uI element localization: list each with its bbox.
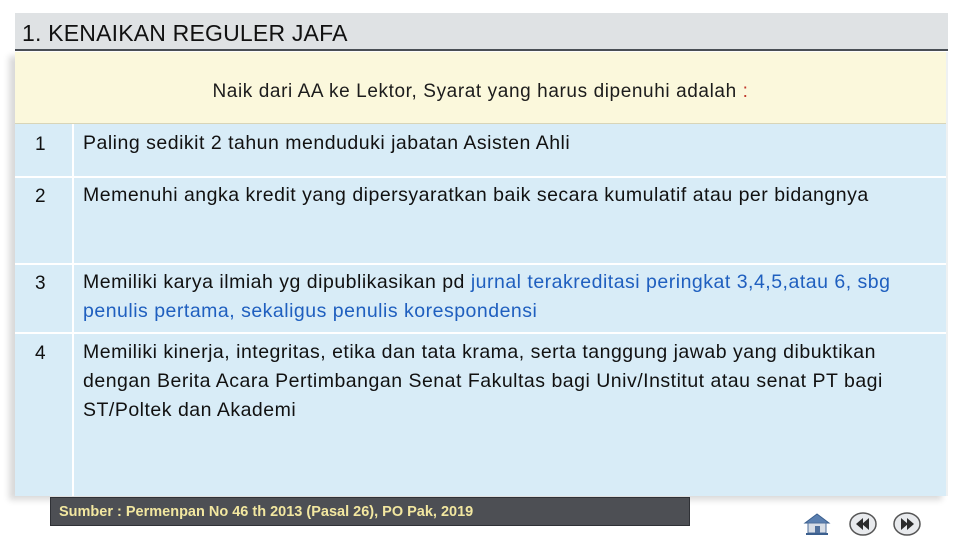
next-slide-button[interactable] xyxy=(892,511,922,537)
row-number: 4 xyxy=(35,343,46,364)
previous-icon xyxy=(848,511,878,537)
row-text: Memiliki kinerja, integritas, etika dan tata krama, serta tanggung jawab yang dibuktikan dengan Berita Acara Pertimbangan Senat Fakultas bagi Univ/Institut atau senat PT bagi ST/Poltek dan Akademi xyxy=(83,341,883,421)
table-row xyxy=(15,334,946,496)
home-icon xyxy=(802,511,832,537)
row-text: Paling sedikit 2 tahun menduduki jabatan Asisten Ahli xyxy=(83,132,571,154)
table-header xyxy=(15,52,946,124)
row-text-plain: Memiliki karya ilmiah yg dipublikasikan pd xyxy=(83,271,471,293)
table-row xyxy=(15,265,946,334)
row-number: 1 xyxy=(35,134,46,155)
table-row xyxy=(15,178,946,265)
table-header-label: Naik dari AA ke Lektor, Syarat yang harus dipenuhi adalah xyxy=(212,81,737,102)
next-icon xyxy=(892,511,922,537)
table-header-text xyxy=(15,81,946,103)
table-header-colon: : xyxy=(742,81,749,102)
source-citation-box xyxy=(50,497,690,526)
row-text xyxy=(83,268,923,326)
table-row xyxy=(15,124,946,178)
previous-slide-button[interactable] xyxy=(848,511,878,537)
home-button[interactable] xyxy=(802,511,832,537)
slide-title-bar xyxy=(15,13,948,51)
row-text-highlight: jurnal terakreditasi peringkat 3,4,5,atau 6, sbg penulis pertama, sekaligus penulis korespondensi xyxy=(83,271,891,322)
row-number: 2 xyxy=(35,186,46,207)
source-citation: Sumber : Permenpan No 46 th 2013 (Pasal 26), PO Pak, 2019 xyxy=(59,504,474,520)
row-number: 3 xyxy=(35,273,46,294)
row-text: Memenuhi angka kredit yang dipersyaratkan baik secara kumulatif atau per bidangnya xyxy=(83,184,869,206)
slide-title: 1. KENAIKAN REGULER JAFA xyxy=(22,20,348,46)
